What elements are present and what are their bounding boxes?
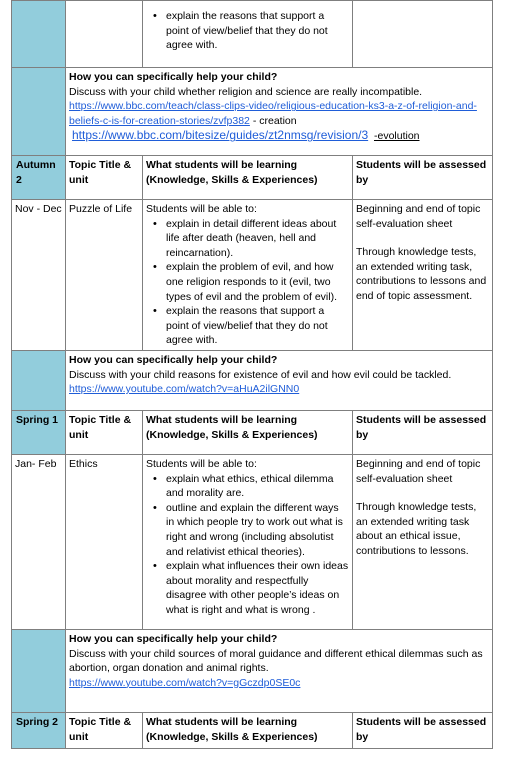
help-title: How you can specifically help your child? [69,632,278,645]
period-cell: Nov - Dec [12,200,66,351]
topic-cell [66,1,143,68]
ethics-video-link[interactable]: https://www.youtube.com/watch?v=gGczdp0SE0c [69,676,301,689]
learning-list [146,9,349,53]
learning-header: What students will be learning (Knowledge, Skills & Experiences) [143,410,353,454]
learning-cell [143,454,353,629]
prev-help-row [12,68,493,156]
learning-bullet: • explain in detail different ideas about life after death (heaven, hell and reincarnation). [166,217,349,261]
help-text: Discuss with your child sources of moral guidance and different ethical dilemmas such as abortion, organ donation and animal rights. [69,647,483,675]
term-cell [12,350,66,410]
spring1-header-row [12,410,493,454]
assessed-header: Students will be assessed by [353,712,493,748]
learning-cell [143,1,353,68]
evolution-link[interactable]: https://www.bbc.com/bitesize/guides/zt2nmsg/revision/3 [72,128,369,143]
help-text: Discuss with your child reasons for existence of evil and how evil could be tackled. [69,368,452,381]
autumn2-help-row [12,350,493,410]
autumn2-header-row [12,156,493,200]
help-title: How you can specifically help your child? [69,71,278,83]
help-cell [66,350,493,410]
topic-title: Puzzle of Life [66,200,143,351]
learning-bullet: • outline and explain the different ways in which people try to work out what is right and wrong (including absolutist and relativist ethical theories). [166,501,349,559]
evolution-link-suffix: -evolution [373,130,420,143]
assess-methods: Through knowledge tests, an extended writing task about an ethical issue, contributions to lessons. [356,501,477,557]
term-cell [12,68,66,156]
term-label: Spring 2 [12,712,66,748]
term-label: Spring 1 [12,410,66,454]
assessed-cell [353,454,493,629]
learning-bullet: • explain what influences their own ideas about morality and respectfully disagree with other people’s ideas on what is right and what is wrong . [166,559,349,617]
learning-list [146,217,349,348]
term-cell [12,1,66,68]
learning-intro: Students will be able to: [146,457,257,470]
creation-link[interactable]: https://www.bbc.com/teach/class-clips-video/religious-education-ks3-a-z-of-religion-and-beliefs-c-is-for-creation-stories/zvfp382 [69,100,477,127]
assessed-header: Students will be assessed by [353,156,493,200]
assess-methods: Through knowledge tests, an extended writing task, contributions to lessons and end of topic assessment. [356,246,487,302]
learning-header: What students will be learning (Knowledge, Skills & Experiences) [143,712,353,748]
topic-header: Topic Title & unit [66,410,143,454]
learning-intro: Students will be able to: [146,203,257,215]
help-cell [66,68,493,156]
learning-bullet: • explain what ethics, ethical dilemma and morality are. [166,472,349,501]
term-label: Autumn 2 [12,156,66,200]
period-cell: Jan- Feb [12,454,66,629]
evil-video-link[interactable]: https://www.youtube.com/watch?v=aHuA2ilGNN0 [69,383,300,396]
spring1-help-row [12,629,493,712]
assessed-header: Students will be assessed by [353,410,493,454]
help-cell [66,629,493,712]
term-cell [12,629,66,712]
curriculum-table [11,0,493,749]
help-text: Discuss with your child whether religion and science are really incompatible. [69,85,423,98]
spring1-content-row [12,454,493,629]
learning-bullet: • explain the reasons that support a point of view/belief that they do not agree with. [166,304,349,348]
topic-title: Ethics [66,454,143,629]
prev-topic-row [12,1,493,68]
creation-link-suffix: - creation [249,114,297,127]
learning-bullet: • explain the problem of evil, and how one religion responds to it (evil, two types of evil and the problem of evil). [166,260,349,304]
assess-self-eval: Beginning and end of topic self-evaluation sheet [356,457,481,485]
topic-header: Topic Title & unit [66,712,143,748]
topic-header: Topic Title & unit [66,156,143,200]
learning-header: What students will be learning (Knowledge, Skills & Experiences) [143,156,353,200]
learning-bullet: • explain the reasons that support a point of view/belief that they do not agree with. [166,9,349,53]
assessed-cell [353,200,493,351]
help-title: How you can specifically help your child? [69,353,278,366]
learning-list [146,472,349,618]
learning-cell [143,200,353,351]
assessed-cell [353,1,493,68]
autumn2-content-row [12,200,493,351]
assess-self-eval: Beginning and end of topic self-evaluation sheet [356,203,481,230]
spring2-header-row [12,712,493,748]
